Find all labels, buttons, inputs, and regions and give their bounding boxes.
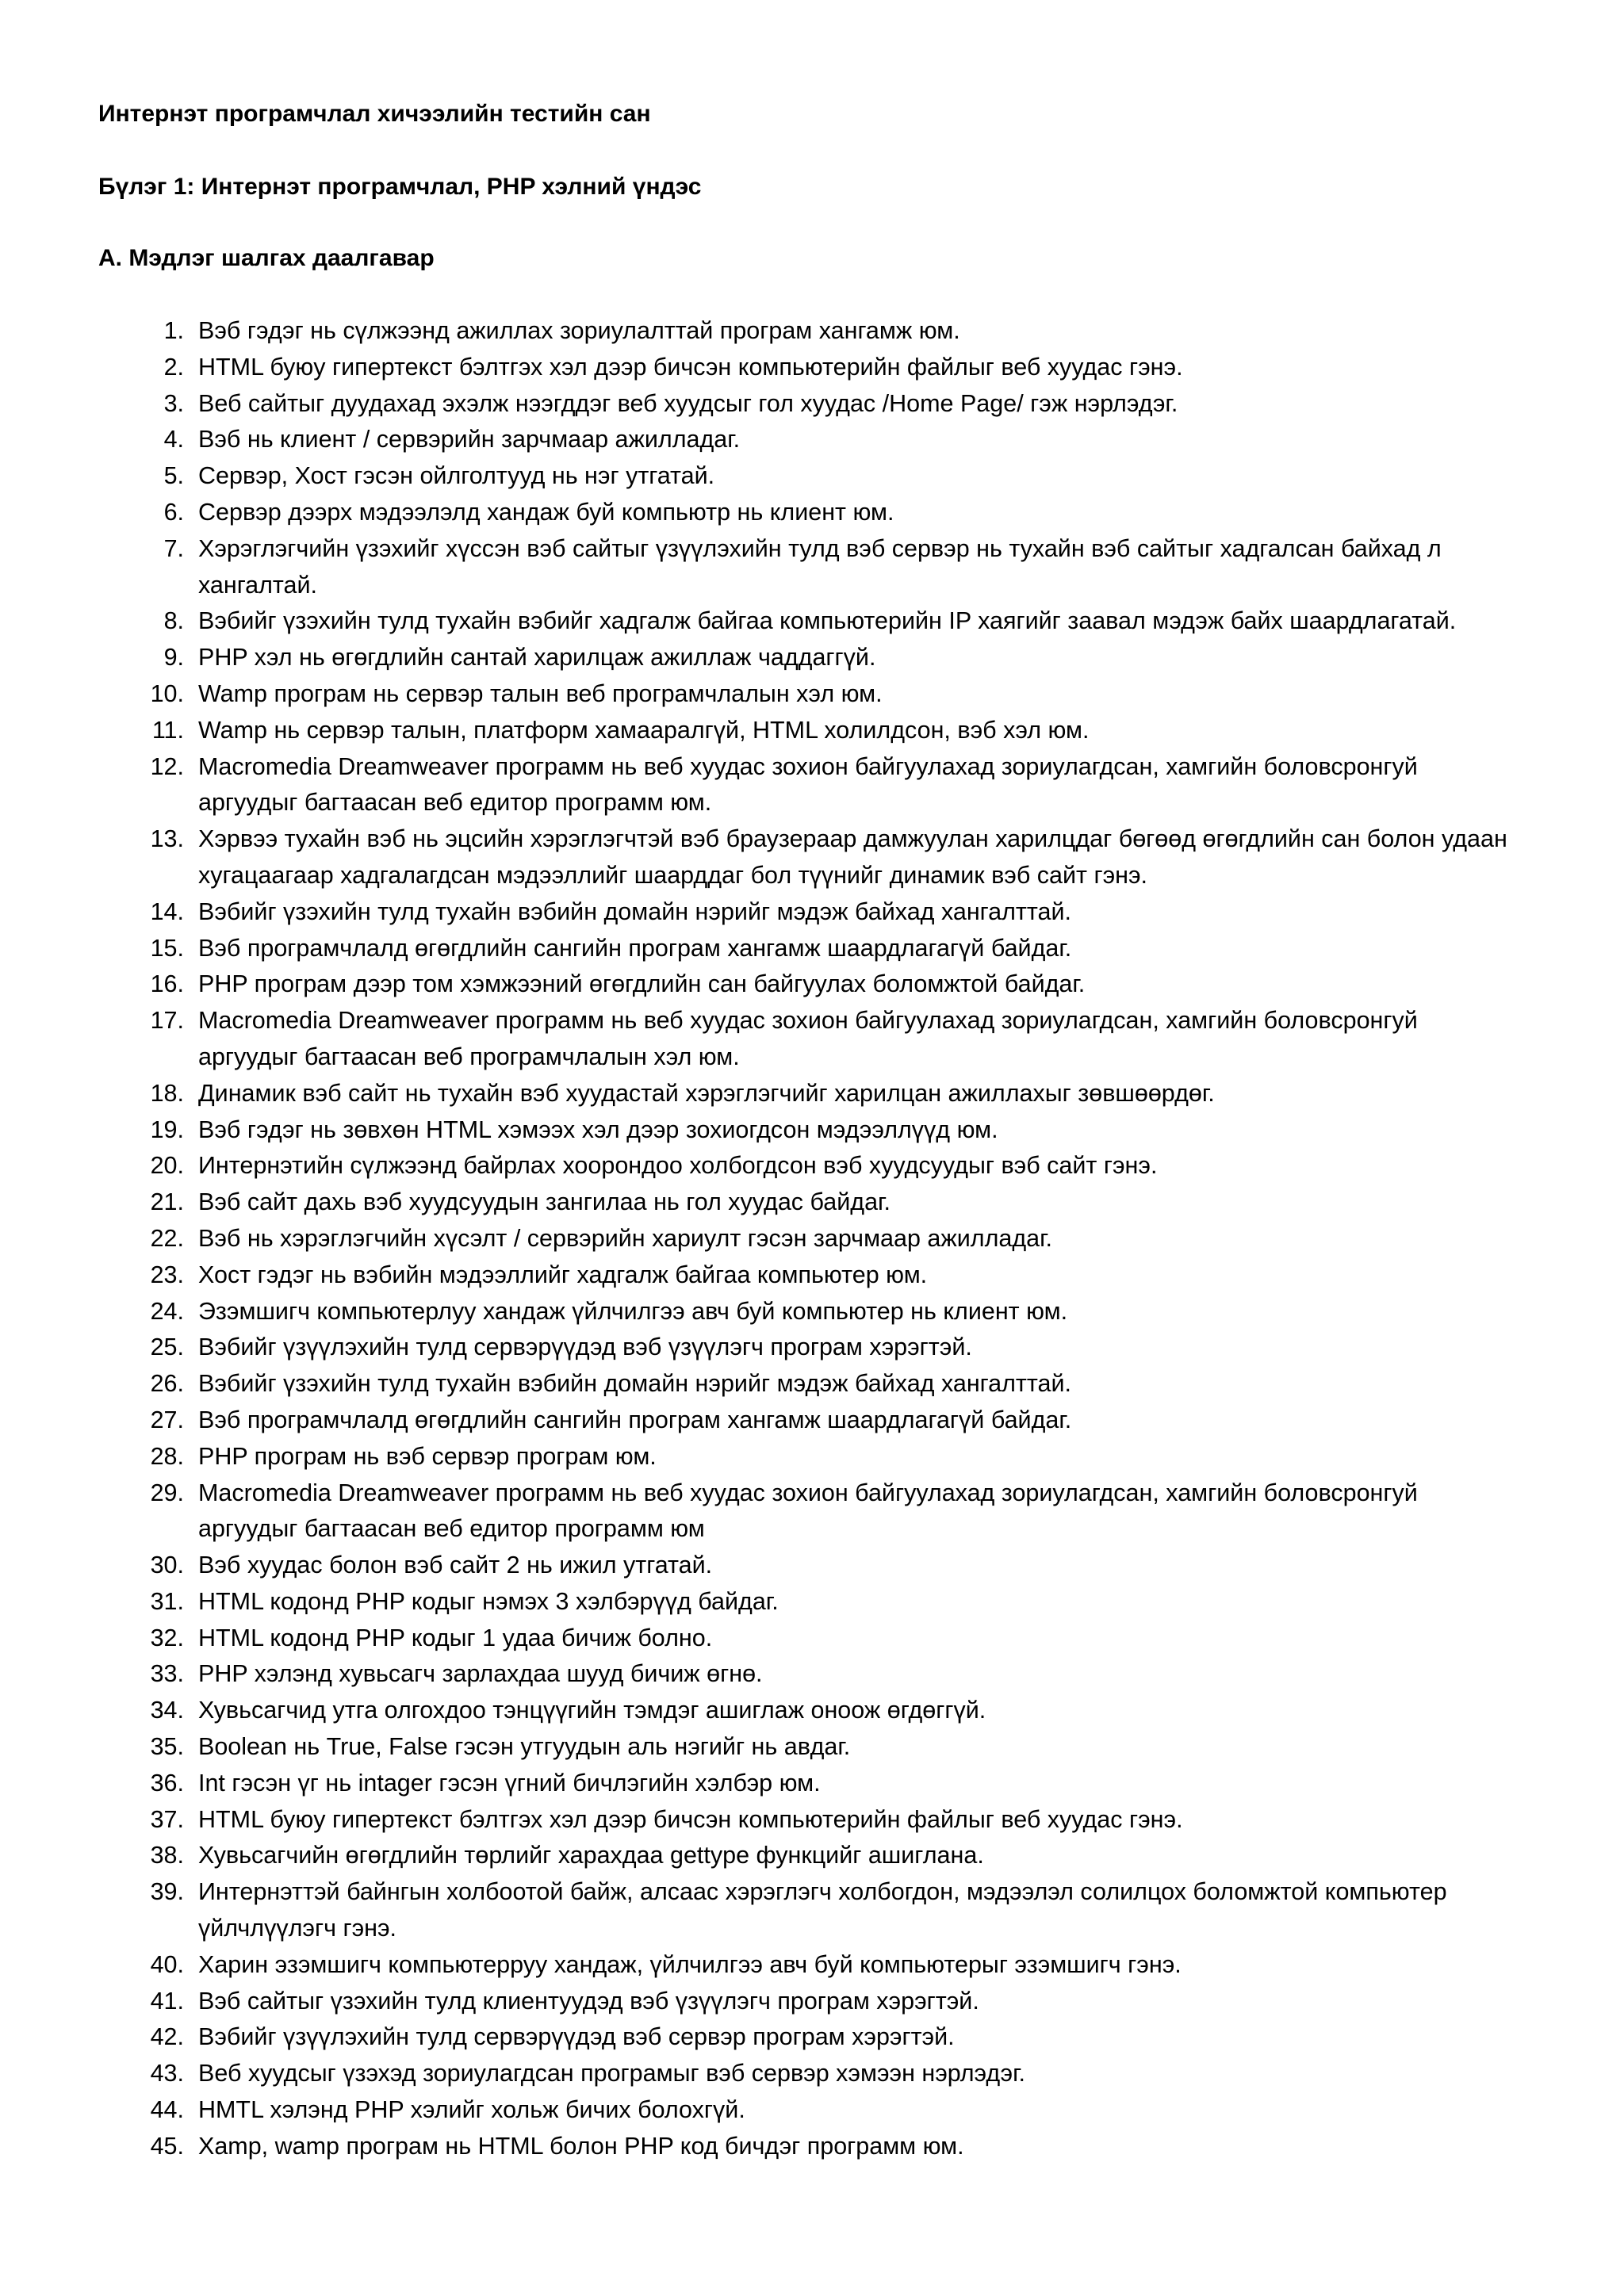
question-number: 27. — [150, 1406, 184, 1433]
question-number: 45. — [150, 2132, 184, 2160]
question-text: Xamp, wamp програм нь HTML болон PHP код бичдэг программ юм. — [198, 2132, 964, 2160]
question-number: 13. — [150, 825, 184, 853]
question-number: 12. — [150, 752, 184, 780]
question-number: 22. — [150, 1224, 184, 1252]
document-title: Интернэт програмчлал хичээлийн тестийн сан — [98, 101, 651, 127]
list-item — [0, 1874, 1624, 1947]
question-text: Веб сайтыг дуудахад эхэлж нээгддэг веб хуудсыг гол хуудас /Home Page/ гэж нэрлэдэг. — [198, 389, 1178, 417]
list-item — [0, 1656, 1624, 1693]
question-number: 4. — [163, 426, 184, 453]
question-text: HTML буюу гипертекст бэлтгэх хэл дээр бичсэн компьютерийн файлыг веб хуудас гэнэ. — [198, 1805, 1183, 1833]
list-item — [0, 313, 1624, 350]
question-number: 9. — [163, 644, 184, 672]
list-item — [0, 1076, 1624, 1112]
question-text: Хувьсагчийн өгөгдлийн төрлийг харахдаа gettype функцийг ашиглана. — [198, 1842, 984, 1869]
question-text: Wamp програм нь сервэр талын веб програмчлалын хэл юм. — [198, 679, 883, 707]
list-item — [0, 1439, 1624, 1475]
list-item — [0, 1366, 1624, 1402]
list-item — [0, 894, 1624, 931]
question-number: 21. — [150, 1188, 184, 1216]
question-number: 8. — [163, 607, 184, 635]
question-text: HTML буюу гипертекст бэлтгэх хэл дээр бичсэн компьютерийн файлыг веб хуудас гэнэ. — [198, 353, 1183, 381]
question-text: Интернэтийн сүлжээнд байрлах хоорондоо холбогдсон вэб хуудсуудыг вэб сайт гэнэ. — [198, 1152, 1158, 1180]
list-item — [0, 350, 1624, 386]
list-item — [0, 1802, 1624, 1839]
question-number: 6. — [163, 498, 184, 526]
question-number: 42. — [150, 2023, 184, 2051]
question-text: Int гэсэн үг нь intager гэсэн үгний бичлэгийн хэлбэр юм. — [198, 1769, 821, 1797]
question-text: Вэбийг үзэхийн тулд тухайн вэбийн домайн нэрийг мэдэж байхад хангалттай. — [198, 897, 1071, 925]
question-text: Хост гэдэг нь вэбийн мэдээллийг хадгалж байгаа компьютер юм. — [198, 1261, 928, 1288]
question-number: 2. — [163, 353, 184, 381]
list-item — [0, 1330, 1624, 1366]
list-item — [0, 1294, 1624, 1330]
list-item — [0, 1475, 1624, 1548]
question-number: 16. — [150, 970, 184, 998]
question-text: Вэб гэдэг нь зөвхөн HTML хэмээх хэл дээр зохиогдсон мэдээллүүд юм. — [198, 1115, 998, 1143]
question-number: 44. — [150, 2096, 184, 2124]
question-number: 36. — [150, 1769, 184, 1797]
question-number: 5. — [163, 462, 184, 490]
list-item — [0, 1003, 1624, 1076]
question-number: 38. — [150, 1842, 184, 1869]
question-number: 37. — [150, 1805, 184, 1833]
question-text: Динамик вэб сайт нь тухайн вэб хуудастай хэрэглэгчийг харилцан ажиллахыг зөвшөөрдөг. — [198, 1079, 1215, 1107]
question-number: 29. — [150, 1479, 184, 1506]
list-item — [0, 749, 1624, 822]
question-text: PHP хэлэнд хувьсагч зарлахдаа шууд бичиж өгнө. — [198, 1660, 763, 1688]
question-number: 15. — [150, 934, 184, 962]
question-number: 33. — [150, 1660, 184, 1688]
list-item — [0, 1984, 1624, 2020]
question-text: Macromedia Dreamweaver программ нь веб хуудас зохион байгуулахад зориулагдсан, хамгийн боловсронгуй аргуудыг багтаасан веб програмчлалын хэл юм. — [198, 1007, 1418, 1070]
list-item — [0, 603, 1624, 640]
question-text: Хувьсагчид утга олгохдоо тэнцүүгийн тэмдэг ашиглаж оноож өгдөггүй. — [198, 1697, 986, 1724]
question-number: 31. — [150, 1587, 184, 1615]
list-item — [0, 422, 1624, 458]
question-text: Вэб сайт дахь вэб хуудсуудын зангилаа нь гол хуудас байдаг. — [198, 1188, 891, 1216]
question-text: Вэб нь хэрэглэгчийн хүсэлт / сервэрийн хариулт гэсэн зарчмаар ажилладаг. — [198, 1224, 1052, 1252]
question-text: Сервэр дээрх мэдээлэлд хандаж буй компьютр нь клиент юм. — [198, 498, 894, 526]
list-item — [0, 1221, 1624, 1257]
list-item — [0, 1729, 1624, 1766]
question-number: 1. — [163, 317, 184, 344]
list-item — [0, 1184, 1624, 1221]
list-item — [0, 713, 1624, 749]
question-text: Wamp нь сервэр талын, платформ хамааралгүй, HTML холилдсон, вэб хэл юм. — [198, 716, 1090, 744]
question-number: 23. — [150, 1261, 184, 1288]
question-number: 30. — [150, 1552, 184, 1579]
question-text: Хэрэглэгчийн үзэхийг хүссэн вэб сайтыг үзүүлэхийн тулд вэб сервэр нь тухайн вэб сайтыг хадгалсан байхад л хангалтай. — [198, 534, 1442, 599]
question-text: PHP хэл нь өгөгдлийн сантай харилцаж ажиллаж чаддаггүй. — [198, 644, 876, 672]
question-text: PHP програм дээр том хэмжээний өгөгдлийн сан байгуулах боломжтой байдаг. — [198, 970, 1086, 998]
list-item — [0, 458, 1624, 495]
list-item — [0, 1402, 1624, 1439]
list-item — [0, 966, 1624, 1003]
question-number: 24. — [150, 1297, 184, 1325]
question-number: 34. — [150, 1697, 184, 1724]
question-text: Вэб хуудас болон вэб сайт 2 нь ижил утгатай. — [198, 1552, 713, 1579]
list-item — [0, 1148, 1624, 1184]
list-item — [0, 1766, 1624, 1802]
question-number: 18. — [150, 1079, 184, 1107]
question-text: Вэбийг үзэхийн тулд тухайн вэбийг хадгалж байгаа компьютерийн IP хаягийг заавал мэдэж байх шаардлагатай. — [198, 607, 1457, 635]
list-item — [0, 1838, 1624, 1874]
list-item — [0, 1112, 1624, 1149]
question-text: Вэбийг үзэхийн тулд тухайн вэбийн домайн нэрийг мэдэж байхад хангалттай. — [198, 1370, 1071, 1398]
question-number: 10. — [150, 679, 184, 707]
question-text: Macromedia Dreamweaver программ нь веб хуудас зохион байгуулахад зориулагдсан, хамгийн боловсронгуй аргуудыг багтаасан веб едитор программ юм — [198, 1479, 1418, 1543]
question-list — [0, 313, 1624, 2165]
question-number: 43. — [150, 2060, 184, 2087]
question-number: 17. — [150, 1007, 184, 1035]
list-item — [0, 1621, 1624, 1657]
list-item — [0, 2056, 1624, 2092]
question-text: Вэб програмчлалд өгөгдлийн сангийн програм хангамж шаардлагагүй байдаг. — [198, 1406, 1072, 1433]
list-item — [0, 495, 1624, 531]
list-item — [0, 1947, 1624, 1984]
list-item — [0, 1548, 1624, 1584]
chapter-heading: Бүлэг 1: Интернэт програмчлал, PHP хэлний үндэс — [98, 174, 702, 200]
section-heading: А. Мэдлэг шалгах даалгавар — [98, 245, 435, 271]
question-text: Эзэмшигч компьютерлуу хандаж үйлчилгээ авч буй компьютер нь клиент юм. — [198, 1297, 1068, 1325]
question-number: 41. — [150, 1987, 184, 2015]
list-item — [0, 531, 1624, 604]
question-number: 20. — [150, 1152, 184, 1180]
list-item — [0, 1693, 1624, 1729]
list-item — [0, 2019, 1624, 2056]
question-number: 26. — [150, 1370, 184, 1398]
question-number: 40. — [150, 1950, 184, 1978]
question-text: HTML кодонд PHP кодыг 1 удаа бичиж болно. — [198, 1624, 713, 1651]
question-text: Веб хуудсыг үзэхэд зориулагдсан програмыг вэб сервэр хэмээн нэрлэдэг. — [198, 2060, 1025, 2087]
question-text: HMTL хэлэнд PHP хэлийг хольж бичих болохгүй. — [198, 2096, 745, 2124]
question-number: 14. — [150, 897, 184, 925]
list-item — [0, 2092, 1624, 2129]
list-item — [0, 1584, 1624, 1621]
list-item — [0, 931, 1624, 967]
question-text: Вэбийг үзүүлэхийн тулд сервэрүүдэд вэб сервэр програм хэрэгтэй. — [198, 2023, 955, 2051]
question-text: Macromedia Dreamweaver программ нь веб хуудас зохион байгуулахад зориулагдсан, хамгийн боловсронгуй аргуудыг багтаасан веб едитор программ юм. — [198, 752, 1418, 817]
question-number: 7. — [163, 534, 184, 562]
list-item — [0, 821, 1624, 894]
question-number: 28. — [150, 1442, 184, 1470]
list-item — [0, 1257, 1624, 1294]
question-text: Вэбийг үзүүлэхийн тулд сервэрүүдэд вэб үзүүлэгч програм хэрэгтэй. — [198, 1334, 972, 1361]
question-text: Вэб програмчлалд өгөгдлийн сангийн програм хангамж шаардлагагүй байдаг. — [198, 934, 1072, 962]
question-text: Интернэттэй байнгын холбоотой байж, алсаас хэрэглэгч холбогдон, мэдээлэл солилцох боломжтой компьютер үйлчлүүлэгч гэнэ. — [198, 1878, 1447, 1942]
question-text: Хэрвээ тухайн вэб нь эцсийн хэрэглэгчтэй вэб браузераар дамжуулан харилцдаг бөгөөд өгөгдлийн сан болон удаан хугацаагаар хадгалагдсан мэдээллийг шаарддаг бол түүнийг динамик вэб сайт гэнэ. — [198, 825, 1507, 889]
question-number: 25. — [150, 1334, 184, 1361]
question-number: 11. — [151, 716, 184, 744]
list-item — [0, 640, 1624, 676]
question-text: HTML кодонд PHP кодыг нэмэх 3 хэлбэрүүд байдаг. — [198, 1587, 779, 1615]
list-item — [0, 2129, 1624, 2165]
list-item — [0, 676, 1624, 713]
question-number: 19. — [150, 1115, 184, 1143]
question-text: Boolean нь True, False гэсэн утгуудын аль нэгийг нь авдаг. — [198, 1733, 851, 1761]
question-text: Сервэр, Хост гэсэн ойлголтууд нь нэг утгатай. — [198, 462, 715, 490]
question-number: 35. — [150, 1733, 184, 1761]
question-text: Вэб нь клиент / сервэрийн зарчмаар ажилладаг. — [198, 426, 741, 453]
question-text: Харин эзэмшигч компьютерруу хандаж, үйлчилгээ авч буй компьютерыг эзэмшигч гэнэ. — [198, 1950, 1182, 1978]
list-item — [0, 386, 1624, 423]
question-number: 3. — [163, 389, 184, 417]
question-text: Вэб гэдэг нь сүлжээнд ажиллах зориулалттай програм хангамж юм. — [198, 317, 960, 344]
question-text: PHP програм нь вэб сервэр програм юм. — [198, 1442, 657, 1470]
question-number: 32. — [150, 1624, 184, 1651]
question-number: 39. — [150, 1878, 184, 1906]
question-text: Вэб сайтыг үзэхийн тулд клиентуудэд вэб үзүүлэгч програм хэрэгтэй. — [198, 1987, 979, 2015]
